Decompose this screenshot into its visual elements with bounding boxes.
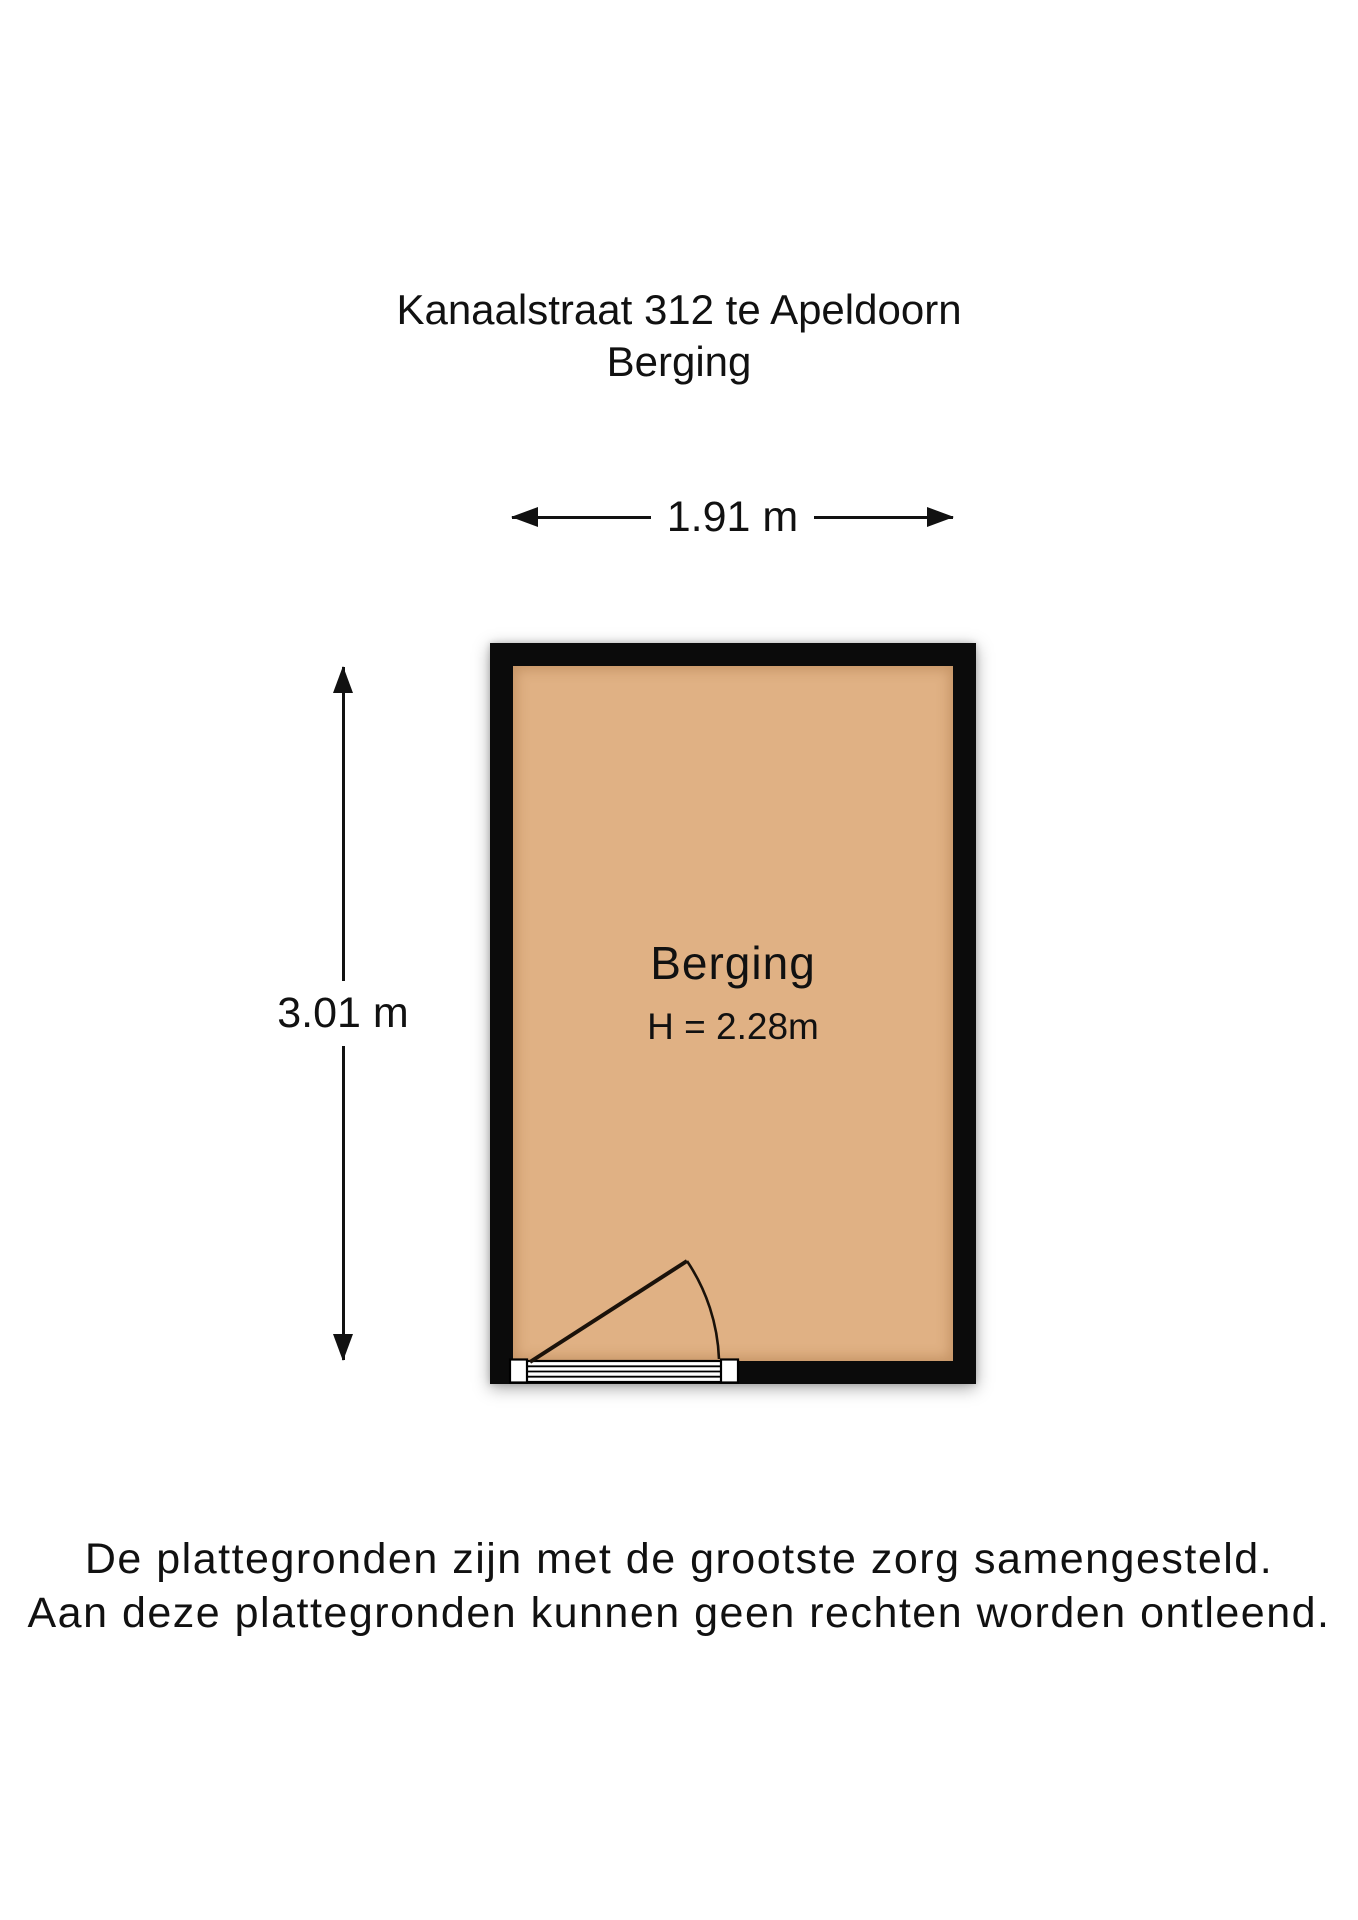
room-name-label: Berging — [650, 937, 816, 989]
arrow-down-icon — [342, 1046, 345, 1360]
height-dimension — [263, 667, 423, 1360]
door-post-left — [510, 1360, 527, 1383]
title-room-type: Berging — [606, 338, 752, 385]
door-post-right — [721, 1360, 738, 1383]
disclaimer-line-1: De plattegronden zijn met de grootste zorg samengesteld. — [84, 1535, 1274, 1583]
title-address: Kanaalstraat 312 te Apeldoorn — [396, 286, 962, 333]
width-dimension — [512, 489, 953, 545]
disclaimer — [0, 1532, 1358, 1640]
arrow-right-icon — [814, 516, 953, 519]
door-leaf — [530, 1261, 687, 1362]
arrow-left-icon — [512, 516, 651, 519]
door — [500, 1245, 760, 1395]
height-dimension-label: 3.01 m — [277, 989, 409, 1037]
width-dimension-label: 1.91 m — [666, 492, 799, 541]
ceiling-height-label: H = 2.28m — [647, 1006, 819, 1047]
door-swing-arc — [687, 1261, 719, 1359]
room-label — [513, 937, 953, 1047]
arrow-up-icon — [342, 667, 345, 981]
page-title — [0, 284, 1358, 388]
disclaimer-line-2: Aan deze plattegronden kunnen geen rechten worden ontleend. — [27, 1589, 1331, 1637]
